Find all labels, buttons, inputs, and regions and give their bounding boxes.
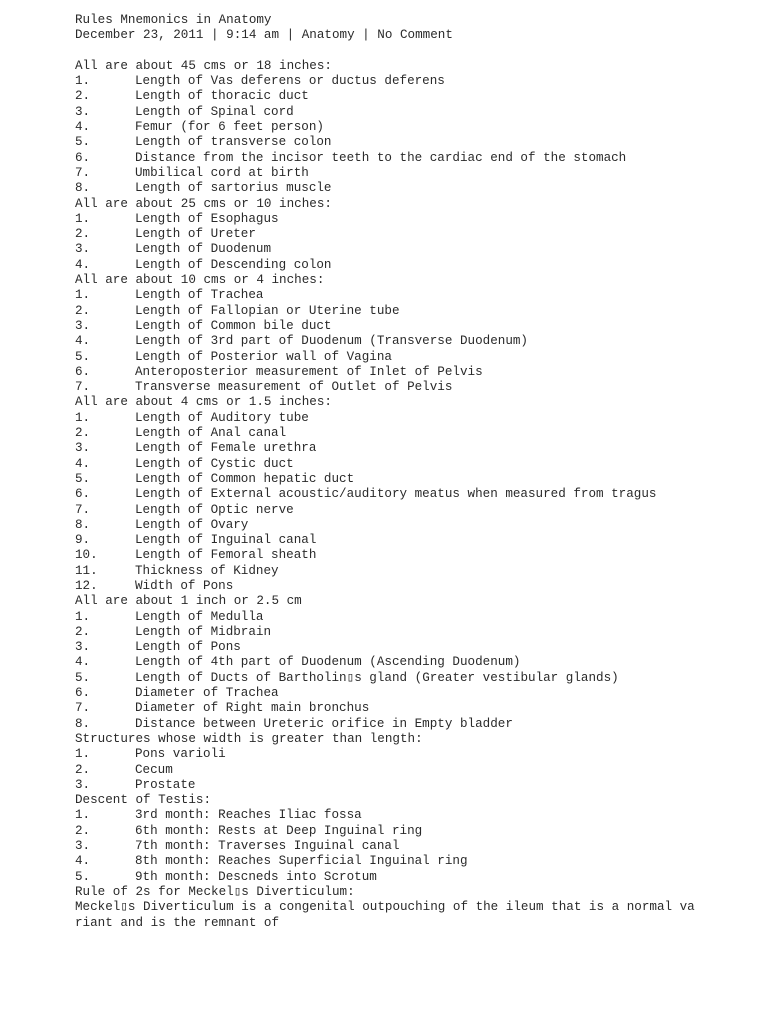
list-item-text: Length of 4th part of Duodenum (Ascending Duodenum) [135,655,521,670]
list-item [75,548,768,563]
list-item [75,334,768,349]
list-item-number: 3. [75,839,91,854]
list-item-number: 4. [75,854,91,869]
list-item-number: 4. [75,257,91,272]
list-item-text: Anteroposterior measurement of Inlet of Pelvis [135,364,483,379]
list-item-text: Length of Pons [135,640,241,655]
list-item [75,181,768,196]
list-item-number: 8. [75,716,91,731]
document-meta: December 23, 2011 | 9:14 am | Anatomy | No Comment [75,28,453,43]
list-item-text: Length of thoracic duct [135,89,309,104]
list-item-number: 2. [75,823,91,838]
list-item-text: 9th month: Descneds into Scrotum [135,869,377,884]
list-item-text: 3rd month: Reaches Iliac fossa [135,808,362,823]
list-item-number: 1. [75,288,91,303]
list-item-text: Distance from the incisor teeth to the cardiac end of the stomach [135,150,627,165]
list-item [75,380,768,395]
list-item-text: Length of Midbrain [135,624,272,639]
list-item-text: Diameter of Trachea [135,686,279,701]
list-item-number: 5. [75,349,91,364]
list-item-number: 3. [75,242,91,257]
list-item [75,319,768,334]
list-item-number: 6. [75,364,91,379]
list-item-text: Cecum [135,762,173,777]
list-item-number: 2. [75,303,91,318]
section-heading: Structures whose width is greater than length: [75,731,423,746]
list-item [75,655,768,670]
list-item-number: 8. [75,517,91,532]
section-heading: All are about 25 cms or 10 inches: [75,196,332,211]
list-item-text: Length of Anal canal [135,426,287,441]
list-item [75,105,768,120]
list-item-number: 6. [75,487,91,502]
list-item-text: Width of Pons [135,578,234,593]
list-item-text: Length of 3rd part of Duodenum (Transverse Duodenum) [135,334,528,349]
list-item-text: Length of Femoral sheath [135,548,317,563]
list-item [75,610,768,625]
section-heading: All are about 45 cms or 18 inches: [75,58,332,73]
list-item-text: Length of Trachea [135,288,264,303]
list-item-number: 1. [75,747,91,762]
list-item-number: 2. [75,89,91,104]
section-heading: Descent of Testis: [75,793,212,808]
list-item-number: 11. [75,563,98,578]
list-item-number: 2. [75,426,91,441]
list-item-number: 1. [75,410,91,425]
list-item [75,747,768,762]
list-item-number: 3. [75,318,91,333]
list-item-number: 2. [75,624,91,639]
list-item [75,227,768,242]
list-item-text: Thickness of Kidney [135,563,279,578]
section-heading: All are about 10 cms or 4 inches: [75,273,325,288]
list-item-text: Length of Esophagus [135,211,279,226]
list-item-text: Length of Ducts of Bartholin▯s gland (Greater vestibular glands) [135,670,619,685]
list-item-number: 8. [75,181,91,196]
list-item [75,411,768,426]
list-item [75,579,768,594]
list-item [75,74,768,89]
list-item [75,763,768,778]
section-heading: All are about 1 inch or 2.5 cm [75,594,302,609]
list-item-text: Transverse measurement of Outlet of Pelvis [135,380,453,395]
list-item [75,135,768,150]
list-item-number: 3. [75,104,91,119]
list-item-text: Pons varioli [135,747,226,762]
list-item-text: 6th month: Rests at Deep Inguinal ring [135,823,423,838]
list-item-number: 1. [75,74,91,89]
list-item [75,701,768,716]
list-item-number: 10. [75,548,98,563]
list-item [75,212,768,227]
list-item [75,808,768,823]
list-item [75,824,768,839]
list-item-number: 7. [75,380,91,395]
list-item [75,365,768,380]
list-item-text: Umbilical cord at birth [135,165,309,180]
list-item [75,89,768,104]
list-item-text: Length of Ovary [135,517,249,532]
list-item [75,258,768,273]
footer-line: Meckel▯s Diverticulum is a congenital outpouching of the ileum that is a normal va [75,900,695,915]
list-item-number: 5. [75,135,91,150]
list-item [75,487,768,502]
list-item-text: Length of Spinal cord [135,104,294,119]
list-item-text: Diameter of Right main bronchus [135,701,370,716]
list-item-number: 1. [75,808,91,823]
list-item [75,564,768,579]
list-item-number: 3. [75,777,91,792]
sections-container [75,59,768,885]
list-item [75,503,768,518]
list-item-number: 4. [75,655,91,670]
list-item-number: 9. [75,533,91,548]
list-item-text: Length of Ureter [135,227,256,242]
list-item-number: 5. [75,869,91,884]
list-item [75,288,768,303]
list-item-number: 2. [75,227,91,242]
footer-heading: Rule of 2s for Meckel▯s Diverticulum: [75,884,355,899]
list-item [75,441,768,456]
list-item-number: 4. [75,334,91,349]
list-item-number: 7. [75,701,91,716]
list-item-text: Length of Descending colon [135,257,332,272]
list-item [75,242,768,257]
list-item [75,778,768,793]
list-item-text: Femur (for 6 feet person) [135,120,324,135]
list-item-number: 3. [75,640,91,655]
list-item-number: 12. [75,578,98,593]
list-item-number: 2. [75,762,91,777]
list-item [75,304,768,319]
list-item-number: 7. [75,165,91,180]
list-item [75,671,768,686]
list-item-text: 8th month: Reaches Superficial Inguinal ring [135,854,468,869]
list-item [75,625,768,640]
list-item-number: 3. [75,441,91,456]
list-item-text: 7th month: Traverses Inguinal canal [135,839,400,854]
list-item-number: 5. [75,471,91,486]
list-item [75,151,768,166]
list-item [75,870,768,885]
list-item-text: Length of transverse colon [135,135,332,150]
list-item-number: 6. [75,150,91,165]
list-item-number: 4. [75,456,91,471]
list-item-text: Length of Inguinal canal [135,533,317,548]
list-item-text: Length of Female urethra [135,441,317,456]
list-item-text: Length of Cystic duct [135,456,294,471]
list-item-number: 1. [75,211,91,226]
list-item-number: 6. [75,686,91,701]
list-item-text: Length of Vas deferens or ductus deferens [135,74,445,89]
footer-line: riant and is the remnant of [75,915,280,930]
list-item-text: Length of Posterior wall of Vagina [135,349,392,364]
list-item [75,457,768,472]
spacer [75,44,768,59]
list-item [75,854,768,869]
list-item-text: Length of Common hepatic duct [135,471,355,486]
list-item-text: Length of sartorius muscle [135,181,332,196]
list-item [75,518,768,533]
list-item [75,166,768,181]
list-item [75,472,768,487]
list-item-text: Length of External acoustic/auditory meatus when measured from tragus [135,487,657,502]
list-item-number: 4. [75,120,91,135]
list-item-text: Length of Fallopian or Uterine tube [135,303,400,318]
list-item [75,120,768,135]
list-item-text: Length of Medulla [135,609,264,624]
list-item [75,717,768,732]
list-item-text: Prostate [135,777,196,792]
section-heading: All are about 4 cms or 1.5 inches: [75,395,332,410]
list-item [75,426,768,441]
list-item [75,839,768,854]
list-item [75,640,768,655]
list-item-text: Length of Auditory tube [135,410,309,425]
list-item-text: Length of Duodenum [135,242,272,257]
list-item-text: Length of Optic nerve [135,502,294,517]
list-item [75,533,768,548]
list-item-number: 1. [75,609,91,624]
list-item-number: 7. [75,502,91,517]
list-item-text: Length of Common bile duct [135,318,332,333]
list-item [75,686,768,701]
list-item-number: 5. [75,670,91,685]
list-item-text: Distance between Ureteric orifice in Empty bladder [135,716,513,731]
footer-paragraph [75,900,768,931]
document-title: Rules Mnemonics in Anatomy [75,13,272,27]
list-item [75,350,768,365]
